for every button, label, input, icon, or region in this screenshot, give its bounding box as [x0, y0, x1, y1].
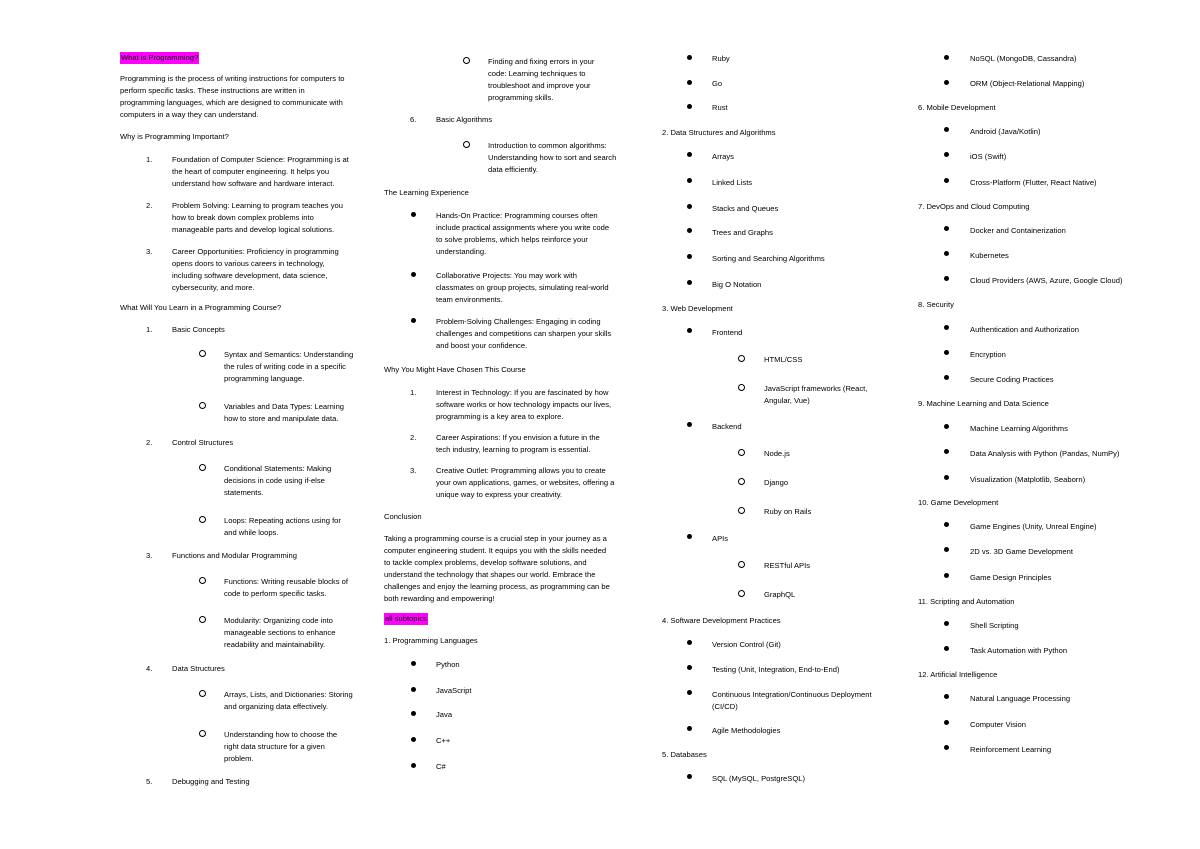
bullet-icon — [687, 422, 692, 427]
bullet-icon — [687, 534, 692, 539]
intro-line: Programming is the process of writing instructions for computers to — [120, 74, 345, 83]
bullet-icon — [944, 80, 949, 85]
sub-item: Finding and fixing errors in your — [488, 57, 595, 66]
list-item: your own applications, games, or websites, offering a — [436, 478, 615, 487]
bullet-icon — [944, 745, 949, 750]
circle-bullet-icon — [738, 507, 745, 514]
circle-bullet-icon — [199, 616, 206, 623]
section-heading: 3. Web Development — [662, 304, 733, 313]
list-number: 3. — [410, 466, 417, 475]
bullet-icon — [411, 212, 416, 217]
list-item: APIs — [712, 534, 729, 543]
list-item: Cross-Platform (Flutter, React Native) — [970, 178, 1097, 187]
bullet-icon — [944, 276, 949, 281]
list-item: ORM (Object-Relational Mapping) — [970, 79, 1085, 88]
list-item: Stacks and Queues — [712, 204, 779, 213]
circle-bullet-icon — [199, 350, 206, 357]
sub-item: readability and maintainability. — [224, 640, 326, 649]
section-heading: 6. Mobile Development — [918, 103, 996, 112]
sub-item: and organizing data effectively. — [224, 702, 328, 711]
circle-bullet-icon — [199, 577, 206, 584]
section-heading: 7. DevOps and Cloud Computing — [918, 202, 1030, 211]
circle-bullet-icon — [738, 384, 745, 391]
section-heading: 8. Security — [918, 300, 954, 309]
list-item: Hands-On Practice: Programming courses often — [436, 211, 598, 220]
list-item: Secure Coding Practices — [970, 375, 1054, 384]
list-item: Creative Outlet: Programming allows you to create — [436, 466, 606, 475]
bullet-icon — [944, 573, 949, 578]
conclusion-line: to tackle complex problems, develop software solutions, and — [384, 558, 587, 567]
sub-item: Django — [764, 478, 789, 487]
list-item: Trees and Graphs — [712, 228, 773, 237]
bullet-icon — [687, 774, 692, 779]
section-heading: 9. Machine Learning and Data Science — [918, 399, 1049, 408]
list-item: Reinforcement Learning — [970, 745, 1052, 754]
sub-item: Syntax and Semantics: Understanding — [224, 350, 354, 359]
bullet-icon — [687, 152, 692, 157]
list-item: Game Engines (Unity, Unreal Engine) — [970, 522, 1097, 531]
sub-item: JavaScript frameworks (React, — [764, 384, 868, 393]
bullet-icon — [944, 694, 949, 699]
list-item: Version Control (Git) — [712, 640, 781, 649]
circle-bullet-icon — [738, 561, 745, 568]
list-item: understand how software and hardware interact. — [172, 179, 335, 188]
circle-bullet-icon — [738, 355, 745, 362]
bullet-icon — [944, 621, 949, 626]
circle-bullet-icon — [199, 516, 206, 523]
list-number: 3. — [146, 247, 153, 256]
circle-bullet-icon — [199, 730, 206, 737]
sub-item: Angular, Vue) — [764, 396, 810, 405]
circle-bullet-icon — [463, 57, 470, 64]
list-item: unique way to express your creativity. — [436, 490, 563, 499]
section-heading: 10. Game Development — [918, 498, 999, 507]
intro-line: programming languages, which are designed to communicate with — [120, 98, 343, 107]
list-item: Interest in Technology: If you are fascinated by how — [436, 388, 609, 397]
list-number: 2. — [410, 433, 417, 442]
bullet-icon — [944, 424, 949, 429]
list-item: include practical assignments where you write code — [436, 223, 610, 232]
list-item: iOS (Swift) — [970, 152, 1007, 161]
list-number: 4. — [146, 664, 153, 673]
conclusion-line: understand the technology that shapes our world. Embrace the — [384, 570, 596, 579]
conclusion-line: Taking a programming course is a crucial step in your journey as a — [384, 534, 607, 543]
circle-bullet-icon — [738, 590, 745, 597]
list-item: Go — [712, 79, 723, 88]
list-item: Data Analysis with Python (Pandas, NumPy) — [970, 449, 1120, 458]
list-item: software works or how technology impacts our lives, — [436, 400, 612, 409]
list-item: programming is a key area to explore. — [436, 412, 564, 421]
section-heading: 1. Programming Languages — [384, 636, 478, 645]
bullet-icon — [411, 737, 416, 742]
sub-item: RESTful APIs — [764, 561, 810, 570]
sub-item: decisions in code using if-else — [224, 476, 325, 485]
list-item: Functions and Modular Programming — [172, 551, 297, 560]
list-item: Linked Lists — [712, 178, 753, 187]
intro-line: perform specific tasks. These instructions are written in — [120, 86, 305, 95]
sub-item: Conditional Statements: Making — [224, 464, 332, 473]
sub-item: Arrays, Lists, and Dictionaries: Storing — [224, 690, 353, 699]
list-item: Authentication and Authorization — [970, 325, 1079, 334]
sub-item: Understanding how to choose the — [224, 730, 338, 739]
sub-item: GraphQL — [764, 590, 796, 599]
bullet-icon — [944, 226, 949, 231]
bullet-icon — [944, 55, 949, 60]
learning-experience-heading: The Learning Experience — [384, 188, 469, 197]
list-item: Continuous Integration/Continuous Deployment — [712, 690, 872, 699]
subtopics-label: all subtopics — [384, 613, 428, 625]
conclusion-line: both rewarding and empowering! — [384, 594, 495, 603]
list-item: Python — [436, 660, 460, 669]
sub-item: code: Learning techniques to — [488, 69, 586, 78]
bullet-icon — [944, 152, 949, 157]
bullet-icon — [687, 254, 692, 259]
list-item: Rust — [712, 103, 728, 112]
bullet-icon — [411, 711, 416, 716]
list-item: NoSQL (MongoDB, Cassandra) — [970, 54, 1077, 63]
bullet-icon — [687, 204, 692, 209]
sub-item: statements. — [224, 488, 264, 497]
bullet-icon — [944, 350, 949, 355]
bullet-icon — [944, 325, 949, 330]
bullet-icon — [411, 272, 416, 277]
list-item: Task Automation with Python — [970, 646, 1068, 655]
list-item: team environments. — [436, 295, 503, 304]
sub-item: problem. — [224, 754, 254, 763]
learn-heading: What Will You Learn in a Programming Course? — [120, 303, 282, 312]
sub-item: code to perform specific tasks. — [224, 589, 327, 598]
list-item: C++ — [436, 736, 451, 745]
list-number: 3. — [146, 551, 153, 560]
section-heading: 4. Software Development Practices — [662, 616, 781, 625]
list-item: Cloud Providers (AWS, Azure, Google Cloud) — [970, 276, 1123, 285]
sub-item: Functions: Writing reusable blocks of — [224, 577, 348, 586]
list-item: Career Opportunities: Proficiency in programming — [172, 247, 339, 256]
list-item: opens doors to various careers in technology, — [172, 259, 325, 268]
bullet-icon — [687, 328, 692, 333]
conclusion-line: computer engineering student. It equips you with the skills needed — [384, 546, 607, 555]
sub-item: Modularity: Organizing code into — [224, 616, 333, 625]
circle-bullet-icon — [738, 449, 745, 456]
sub-item: and while loops. — [224, 528, 279, 537]
list-item: Kubernetes — [970, 251, 1009, 260]
sub-item: programming language. — [224, 374, 305, 383]
list-item: classmates on group projects, simulating real-world — [436, 283, 609, 292]
list-item: Machine Learning Algorithms — [970, 424, 1068, 433]
list-item: Shell Scripting — [970, 621, 1019, 630]
list-item: Arrays — [712, 152, 734, 161]
bullet-icon — [944, 449, 949, 454]
list-item: challenges and competitions can sharpen your skills — [436, 329, 612, 338]
bullet-icon — [944, 475, 949, 480]
circle-bullet-icon — [199, 690, 206, 697]
bullet-icon — [687, 178, 692, 183]
circle-bullet-icon — [738, 478, 745, 485]
list-item: understanding. — [436, 247, 487, 256]
circle-bullet-icon — [199, 464, 206, 471]
list-item: Collaborative Projects: You may work with — [436, 271, 577, 280]
intro-line: computers in a way they can understand. — [120, 110, 259, 119]
list-item: Encryption — [970, 350, 1006, 359]
list-item: Natural Language Processing — [970, 694, 1071, 703]
bullet-icon — [687, 280, 692, 285]
list-item: Game Design Principles — [970, 573, 1052, 582]
list-item: Basic Algorithms — [436, 115, 493, 124]
bullet-icon — [944, 251, 949, 256]
section-heading: 11. Scripting and Automation — [918, 597, 1015, 606]
bullet-icon — [944, 646, 949, 651]
list-item: Foundation of Computer Science: Programming is at — [172, 155, 349, 164]
bullet-icon — [687, 55, 692, 60]
list-item: Docker and Containerization — [970, 226, 1066, 235]
bullet-icon — [411, 687, 416, 692]
list-number: 2. — [146, 438, 153, 447]
page-title: What is Programming? — [120, 52, 199, 64]
list-item: including software development, data science, — [172, 271, 328, 280]
list-item: Agile Methodologies — [712, 726, 781, 735]
bullet-icon — [687, 104, 692, 109]
circle-bullet-icon — [463, 141, 470, 148]
list-item: C# — [436, 762, 446, 771]
bullet-icon — [944, 127, 949, 132]
circle-bullet-icon — [199, 402, 206, 409]
list-item: (CI/CD) — [712, 702, 738, 711]
list-item: Career Aspirations: If you envision a future in the — [436, 433, 600, 442]
sub-item: Ruby on Rails — [764, 507, 812, 516]
sub-item: data efficiently. — [488, 165, 538, 174]
list-item: tech industry, learning to program is essential. — [436, 445, 591, 454]
list-number: 1. — [410, 388, 417, 397]
list-item: manageable parts and develop logical solutions. — [172, 225, 335, 234]
list-item: to solve problems, which helps reinforce your — [436, 235, 588, 244]
bullet-icon — [411, 318, 416, 323]
list-item: Sorting and Searching Algorithms — [712, 254, 825, 263]
section-heading: 5. Databases — [662, 750, 707, 759]
bullet-icon — [687, 228, 692, 233]
list-item: and boost your confidence. — [436, 341, 528, 350]
sub-item: the rules of writing code in a specific — [224, 362, 346, 371]
list-item: Ruby — [712, 54, 730, 63]
bullet-icon — [944, 720, 949, 725]
list-item: Frontend — [712, 328, 743, 337]
list-item: cybersecurity, and more. — [172, 283, 255, 292]
list-item: Debugging and Testing — [172, 777, 250, 786]
list-number: 1. — [146, 325, 153, 334]
list-item: JavaScript — [436, 686, 472, 695]
sub-item: HTML/CSS — [764, 355, 803, 364]
bullet-icon — [687, 80, 692, 85]
list-item: Control Structures — [172, 438, 234, 447]
section-heading: 12. Artificial Intelligence — [918, 670, 998, 679]
bullet-icon — [944, 375, 949, 380]
list-item: Data Structures — [172, 664, 225, 673]
list-item: Problem-Solving Challenges: Engaging in coding — [436, 317, 601, 326]
sub-item: Introduction to common algorithms: — [488, 141, 607, 150]
bullet-icon — [687, 690, 692, 695]
bullet-icon — [944, 178, 949, 183]
list-number: 5. — [146, 777, 153, 786]
conclusion-heading: Conclusion — [384, 512, 422, 521]
bullet-icon — [687, 640, 692, 645]
sub-item: Node.js — [764, 449, 790, 458]
list-item: Big O Notation — [712, 280, 762, 289]
bullet-icon — [411, 661, 416, 666]
why-chosen-heading: Why You Might Have Chosen This Course — [384, 365, 526, 374]
list-item: Problem Solving: Learning to program teaches you — [172, 201, 343, 210]
list-item: Basic Concepts — [172, 325, 225, 334]
list-item: the heart of computer engineering. It helps you — [172, 167, 330, 176]
list-item: Java — [436, 710, 453, 719]
sub-item: manageable sections to enhance — [224, 628, 336, 637]
list-number: 6. — [410, 115, 417, 124]
list-item: Computer Vision — [970, 720, 1026, 729]
bullet-icon — [687, 726, 692, 731]
sub-item: programming skills. — [488, 93, 554, 102]
list-item: 2D vs. 3D Game Development — [970, 547, 1073, 556]
list-item: Backend — [712, 422, 742, 431]
sub-item: how to store and manipulate data. — [224, 414, 339, 423]
bullet-icon — [411, 763, 416, 768]
list-item: Android (Java/Kotlin) — [970, 127, 1041, 136]
bullet-icon — [944, 522, 949, 527]
why-heading: Why is Programming Important? — [120, 132, 229, 141]
list-number: 1. — [146, 155, 153, 164]
sub-item: troubleshoot and improve your — [488, 81, 591, 90]
bullet-icon — [944, 547, 949, 552]
sub-item: Loops: Repeating actions using for — [224, 516, 341, 525]
section-heading: 2. Data Structures and Algorithms — [662, 128, 776, 137]
list-item: SQL (MySQL, PostgreSQL) — [712, 774, 805, 783]
bullet-icon — [687, 665, 692, 670]
sub-item: Understanding how to sort and search — [488, 153, 617, 162]
sub-item: Variables and Data Types: Learning — [224, 402, 345, 411]
list-item: Visualization (Matplotlib, Seaborn) — [970, 475, 1086, 484]
list-item: how to break down complex problems into — [172, 213, 314, 222]
list-item: Testing (Unit, Integration, End-to-End) — [712, 665, 840, 674]
sub-item: right data structure for a given — [224, 742, 325, 751]
list-number: 2. — [146, 201, 153, 210]
conclusion-line: challenges and enjoy the learning process, as programming can be — [384, 582, 610, 591]
